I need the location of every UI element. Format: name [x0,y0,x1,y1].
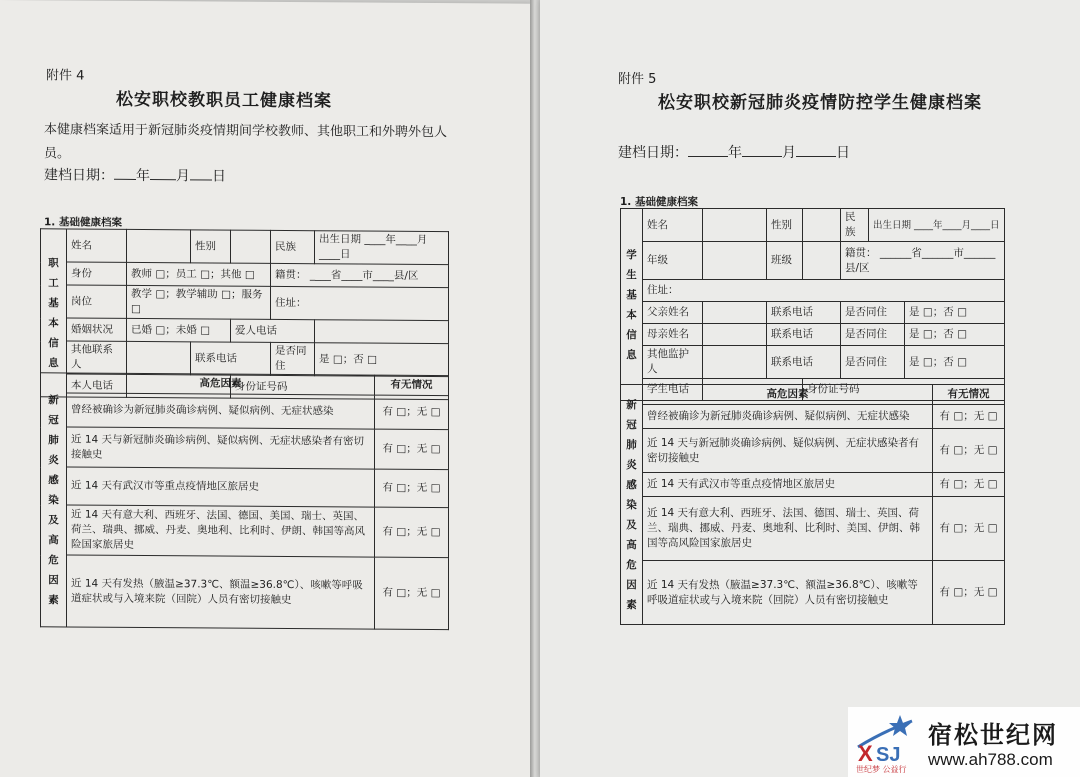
risk-check[interactable]: 有 □；无 □ [933,497,1005,561]
info-group-label: 学 生 基 本 信 息 [621,209,643,401]
post-label: 岗位 [67,285,127,318]
date-label: 建档日期： [44,167,114,184]
date-month: 月 [782,145,796,161]
other-contact-value[interactable] [127,341,191,374]
mother-value[interactable] [703,324,767,346]
grade-value[interactable] [703,242,767,280]
attachment-label: 附件 4 [46,68,85,84]
cohabit-options[interactable]: 是 □；否 □ [315,343,449,377]
date-line [44,164,226,185]
name-value[interactable] [127,229,191,262]
site-url[interactable]: www.ah788.com [928,749,1053,769]
mother-label: 母亲姓名 [643,324,703,346]
risk-item: 近 14 天有意大利、西班牙、法国、德国、瑞士、英国、荷兰、瑞典、挪威、丹麦、奥地利、比利时、美国、伊朗、韩国等高风险国家旅居史 [643,497,933,561]
grade-label: 年级 [643,242,703,280]
has-header: 有无情况 [375,375,449,396]
native-field[interactable]: 籍贯： ______省______市______县/区 [841,242,1005,280]
father-value[interactable] [703,302,767,324]
risk-check[interactable]: 有 □；无 □ [375,429,449,470]
date-day: 日 [212,168,226,185]
marital-label: 婚姻状况 [67,318,127,341]
risk-check[interactable]: 有 □；无 □ [375,507,449,558]
class-label: 班级 [767,242,803,280]
risk-check[interactable]: 有 □；无 □ [933,405,1005,429]
risk-group-label: 新 冠 肺 炎 感 染 及 高 危 因 素 [621,385,643,625]
risk-item: 近 14 天与新冠肺炎确诊病例、疑似病例、无症状感染者有密切接触史 [67,427,375,469]
risk-item: 曾经被确诊为新冠肺炎确诊病例、疑似病例、无症状感染 [643,405,933,429]
logo-letters: SJ [876,744,901,766]
own-phone-label: 本人电话 [67,374,127,397]
risk-check[interactable]: 有 □；无 □ [933,429,1005,473]
risk-item: 近 14 天有武汉市等重点疫情地区旅居史 [67,467,375,507]
date-year: 年 [136,167,150,185]
site-slogan: 世纪梦 公益行 [856,765,907,774]
identity-label: 身份 [67,262,127,285]
guardian-label: 其他监护人 [643,346,703,379]
student-basic-info-table [620,208,1005,401]
cohabit-label: 是否同住 [271,342,315,375]
risk-check[interactable]: 有 □；无 □ [375,395,449,430]
date-line [618,142,850,162]
staff-risk-table [40,372,449,630]
spouse-phone-label: 爱人电话 [231,319,315,343]
address-field[interactable]: 住址： [271,286,449,320]
gender-label: 性别 [191,230,231,263]
site-brand [928,715,1058,770]
gender-value[interactable] [231,230,271,263]
marital-options[interactable]: 已婚 □；未婚 □ [127,318,231,342]
risk-group-label: 新 冠 肺 炎 感 染 及 高 危 因 素 [41,373,67,627]
contact-phone-label: 联系电话 [767,346,841,379]
contact-phone-label: 联系电话 [767,302,841,324]
form-note: 本健康档案适用于新冠肺炎疫情期间学校教师、其他职工和外聘外包人员。 [44,122,448,162]
name-label: 姓名 [67,229,127,262]
birth-field[interactable]: 出生日期 ____年____月____日 [869,209,1005,242]
student-health-form [540,0,1080,777]
date-month: 月 [176,168,190,185]
risk-check[interactable]: 有 □；无 □ [375,469,449,508]
risk-item: 近 14 天有发热（腋温≥37.3℃、额温≥36.8℃）、咳嗽等呼吸道症状或与入境来院（回院）人员有密切接触史 [643,561,933,625]
date-day: 日 [836,145,850,161]
has-header: 有无情况 [933,385,1005,405]
cohabit-options[interactable]: 是 □；否 □ [905,324,1005,346]
cohabit-label: 是否同住 [841,302,905,324]
id-number-field[interactable]: 身份证号码 [231,375,449,400]
form-title: 松安职校教职员工健康档案 [116,89,332,112]
risk-header: 高危因素 [643,385,933,405]
ethnicity-label: 民族 [271,230,315,263]
risk-item: 近 14 天有意大利、西班牙、法国、德国、美国、瑞士、英国、荷兰、瑞典、挪威、丹麦、奥地利、比利时、伊朗、韩国等高风险国家旅居史 [67,505,375,557]
info-group-label: 职 工 基 本 信 息 [41,229,67,397]
address-field[interactable]: 住址： [643,280,1005,302]
risk-check[interactable]: 有 □；无 □ [933,561,1005,625]
risk-header: 高危因素 [67,373,375,395]
gender-label: 性别 [767,209,803,242]
other-contact-label: 其他联系人 [67,341,127,374]
staff-health-form [0,0,533,777]
risk-item: 曾经被确诊为新冠肺炎确诊病例、疑似病例、无症状感染 [67,393,375,429]
site-watermark [848,707,1080,777]
date-label: 建档日期： [618,145,688,161]
post-options[interactable]: 教学 □；教学辅助 □；服务 □ [127,285,271,319]
risk-check[interactable]: 有 □；无 □ [375,557,449,630]
risk-check[interactable]: 有 □；无 □ [933,473,1005,497]
cohabit-options[interactable]: 是 □；否 □ [905,346,1005,379]
form-title: 松安职校新冠肺炎疫情防控学生健康档案 [658,93,982,113]
risk-item: 近 14 天与新冠肺炎确诊病例、疑似病例、无症状感染者有密切接触史 [643,429,933,473]
name-label: 姓名 [643,209,703,242]
risk-item: 近 14 天有武汉市等重点疫情地区旅居史 [643,473,933,497]
identity-options[interactable]: 教师 □；员工 □；其他 □ [127,262,271,286]
father-label: 父亲姓名 [643,302,703,324]
cohabit-label: 是否同住 [841,324,905,346]
ethnicity-label: 民族 [841,209,869,242]
native-field[interactable]: 籍贯： ____省____市____县/区 [271,263,449,287]
cohabit-label: 是否同住 [841,346,905,379]
svg-text:X: X [858,741,873,766]
contact-phone-label: 联系电话 [767,324,841,346]
birth-field[interactable]: 出生日期 ____年____月____日 [315,231,449,265]
student-phone-label: 学生电话 [643,379,703,401]
date-year: 年 [728,145,742,161]
contact-phone-label: 联系电话 [191,342,271,376]
gender-value[interactable] [803,209,841,242]
id-number-field[interactable]: 身份证号码 [803,379,1005,401]
class-value[interactable] [803,242,841,280]
section-title: 1. 基础健康档案 [44,216,122,229]
cohabit-options[interactable]: 是 □；否 □ [905,302,1005,324]
site-name: 宿松世纪网 [928,719,1058,749]
guardian-value[interactable] [703,346,767,379]
attachment-label: 附件 5 [618,72,657,87]
spouse-phone-value[interactable] [315,320,449,344]
student-risk-table [620,384,1005,625]
section-title: 1. 基础健康档案 [620,196,698,208]
risk-item: 近 14 天有发热（腋温≥37.3℃、额温≥36.8℃）、咳嗽等呼吸道症状或与入境来院（回院）人员有密切接触史 [67,555,375,629]
name-value[interactable] [703,209,767,242]
